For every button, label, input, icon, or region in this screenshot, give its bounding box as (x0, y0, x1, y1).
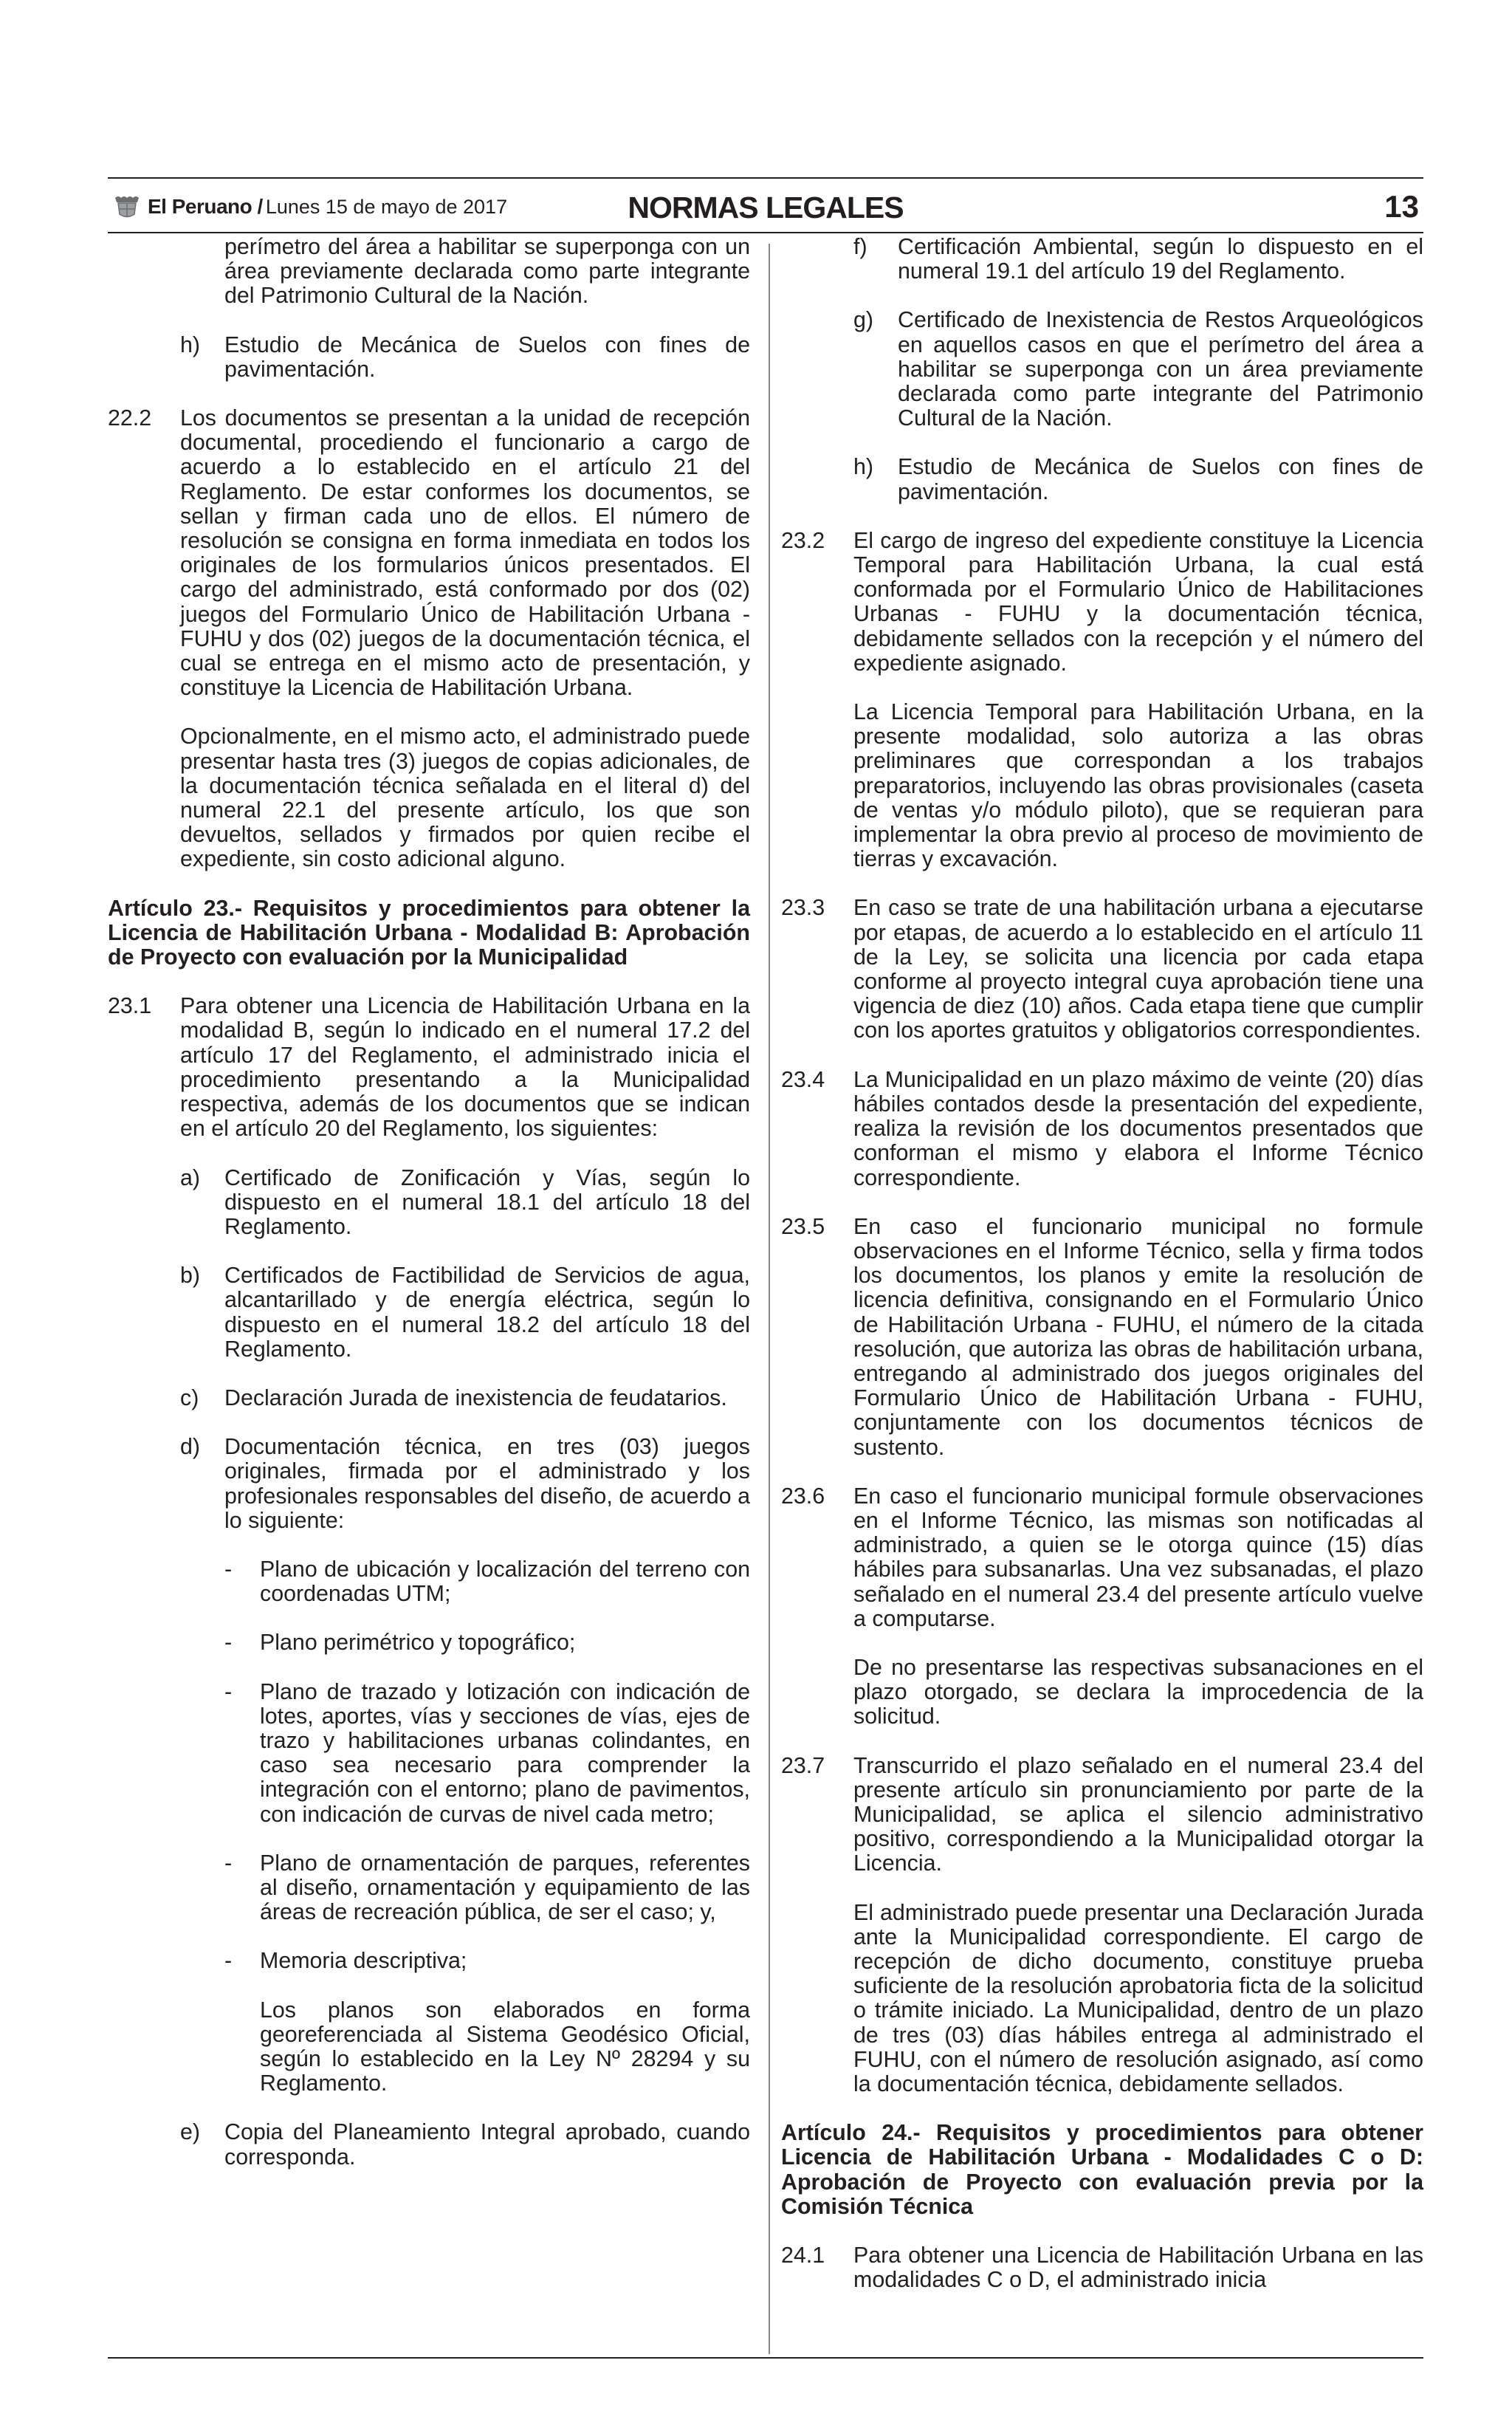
paragraph-number: 23.5 (781, 1213, 825, 1239)
paragraph-23-7 (781, 1754, 1423, 1876)
paragraph-number: 23.1 (108, 993, 152, 1019)
item-text: Documentación técnica, en tres (03) juegos originales, firmada por el administrado y los profesionales responsables del diseño, de acuerdo a lo siguiente: (224, 1434, 750, 1533)
section-title: NORMAS LEGALES (628, 191, 904, 224)
left-column (108, 235, 750, 2170)
paragraph-text: En caso se trate de una habilitación urbana a ejecutarse por etapas, de acuerdo a lo establecido en el artículo 11 de la Ley, se solicita una licencia por cada etapa conforme al proyecto integral cuya aprobación tiene una vigencia de diez (10) años. Cada etapa tiene que cumplir con los aportes gratuitos y obligatorios correspondientes. (853, 895, 1423, 1043)
paragraph-number: 23.7 (781, 1752, 825, 1778)
paragraph-23-3 (781, 896, 1423, 1043)
dash-marker: - (224, 1630, 233, 1656)
item-h (108, 333, 750, 382)
subitem-text: Plano de trazado y lotización con indicación de lotes, aportes, vías y secciones de vías, ejes de trazo y habilitaciones urbanas colindantes, en caso sea necesario para comprender la integración con el entorno; plano de pavimentos, con indicación de curvas de nivel cada metro; (260, 1678, 750, 1827)
paragraph-number: 23.3 (781, 895, 825, 921)
item-text: Declaración Jurada de inexistencia de feudatarios. (224, 1385, 727, 1410)
header-top-rule (108, 177, 1423, 179)
item-label: a) (180, 1165, 201, 1190)
right-column (781, 235, 1423, 2292)
newspaper-name: El Peruano / (148, 195, 263, 218)
paragraph-23-2-extra: La Licencia Temporal para Habilitación Urbana, en la presente modalidad, solo autoriza a las obras preliminares que correspondan a los trabajos preparatorios, incluyendo las obras provisionales (caseta de ventas y/o módulo piloto), que se requieran para implementar la obra previo al proceso de movimiento de tierras y excavación. (853, 699, 1423, 872)
subitem-text: Memoria descriptiva; (260, 1948, 467, 1974)
paragraph-text: Transcurrido el plazo señalado en el numeral 23.4 del presente artículo sin pronunciamiento por parte de la Municipalidad, se aplica el silencio administrativo positivo, correspondiendo a la Municipalidad otorgar la Licencia. (853, 1752, 1423, 1876)
item-text: Estudio de Mecánica de Suelos con fines de pavimentación. (898, 454, 1423, 504)
item-e (108, 2120, 750, 2169)
item-f (781, 235, 1423, 284)
paragraph-text: Para obtener una Licencia de Habilitación Urbana en la modalidad B, según lo indicado en el numeral 17.2 del artículo 17 del Reglamento, el administrado inicia el procedimiento presentando a la Municipalidad respectiva, además de los documentos que se indican en el artículo 20 del Reglamento, los siguientes: (180, 993, 750, 1142)
article-24-heading: Artículo 24.- Requisitos y procedimientos para obtener Licencia de Habilitación Urbana - Modalidades C o D: Aprobación de Proyecto con evaluación previa por la Comisión Técnica (781, 2120, 1423, 2219)
paragraph-number: 23.2 (781, 527, 825, 553)
item-label: g) (853, 307, 874, 333)
subitem-d5 (108, 1949, 750, 1973)
item-d (108, 1435, 750, 1533)
dash-marker: - (224, 1678, 233, 1704)
item-b (108, 1263, 750, 1362)
paragraph-text: La Municipalidad en un plazo máximo de veinte (20) días hábiles contados desde la presentación del expediente, realiza la revisión de los documentos presentados que conforman el mismo y elabora el Informe Técnico correspondiente. (853, 1066, 1423, 1190)
paragraph-text: El cargo de ingreso del expediente constituye la Licencia Temporal para Habilitación Urbana, la cual está conformada por el Formulario Único de Habilitaciones Urbanas - FUHU y la documentación técnica, debidamente sellados con la recepción y el número del expediente asignado. (853, 527, 1423, 676)
item-text: Copia del Planeamiento Integral aprobado, cuando corresponda. (224, 2119, 750, 2170)
item-text: Certificado de Zonificación y Vías, según lo dispuesto en el numeral 18.1 del artículo 18 del Reglamento. (224, 1165, 750, 1239)
paragraph-23-6 (781, 1484, 1423, 1631)
item-text: Certificados de Factibilidad de Servicios de agua, alcantarillado y de energía eléctrica, según lo dispuesto en el numeral 18.2 del artículo 18 del Reglamento. (224, 1263, 750, 1362)
dash-marker: - (224, 1556, 233, 1582)
item-c (108, 1386, 750, 1410)
paragraph-text: Los documentos se presentan a la unidad de recepción documental, procediendo el funcionario a cargo de acuerdo a lo establecido en el artículo 21 del Reglamento. De estar conformes los documentos, se sellan y firman cada uno de ellos. El número de resolución se consigna en forma inmediata en todos los originales de los formularios únicos presentados. El cargo del administrado, está conformado por dos (02) juegos del Formulario Único de Habilitación Urbana - FUHU y dos (02) juegos de la documentación técnica, el cual se entrega en el mismo acto de presentación, y constituye la Licencia de Habilitación Urbana. (180, 405, 750, 701)
item-label: h) (853, 454, 874, 480)
subitem-d1 (108, 1557, 750, 1606)
plans-note: Los planos son elaborados en forma georeferenciada al Sistema Geodésico Oficial, según lo establecido en la Ley Nº 28294 y su Reglamento. (260, 1997, 750, 2096)
paragraph-23-7-extra: El administrado puede presentar una Declaración Jurada ante la Municipalidad correspondiente. El cargo de recepción de dicho documento, constituye prueba suficiente de la resolución aprobatoria ficta de la solicitud o trámite iniciado. La Municipalidad, dentro de un plazo de tres (03) días hábiles entrega al administrado el FUHU, con el número de resolución asignado, así como la documentación técnica, debidamente sellados. (853, 1899, 1423, 2096)
item-label: h) (180, 332, 201, 357)
issue-date: Lunes 15 de mayo de 2017 (265, 195, 508, 218)
paragraph-text: En caso el funcionario municipal formule observaciones en el Informe Técnico, las mismas son notificadas al administrado, a quien se le otorga quince (15) días hábiles para subsanarlas. Una vez subsanadas, el plazo señalado en el numeral 23.4 del presente artículo vuelve a computarse. (853, 1483, 1423, 1631)
paragraph-23-6-extra: De no presentarse las respectivas subsanaciones en el plazo otorgado, se declara la improcedencia de la solicitud. (853, 1654, 1423, 1729)
paragraph-23-1 (108, 994, 750, 1141)
item-label: e) (180, 2119, 201, 2145)
item-label: c) (180, 1385, 199, 1410)
subitem-text: Plano perimétrico y topográfico; (260, 1630, 576, 1656)
subitem-text: Plano de ubicación y localización del terreno con coordenadas UTM; (260, 1556, 750, 1607)
item-text: Certificado de Inexistencia de Restos Arqueológicos en aquellos casos en que el perímetro del área a habilitar se superponga con un área previamente declarada como parte integrante del Patrimonio Cultural de la Nación. (898, 307, 1423, 431)
paragraph-23-5 (781, 1215, 1423, 1460)
subitem-d3 (108, 1680, 750, 1827)
item-a (108, 1166, 750, 1240)
footer-rule (108, 2357, 1423, 2359)
paragraph-number: 23.6 (781, 1483, 825, 1509)
paragraph-22-2 (108, 406, 750, 700)
paragraph-number: 23.4 (781, 1066, 825, 1092)
item-h (781, 455, 1423, 504)
paragraph-22-2-extra: Opcionalmente, en el mismo acto, el administrado puede presentar hasta tres (3) juegos de copias adicionales, de la documentación técnica señalada en el literal d) del numeral 22.1 del presente artículo, los que son devueltos, sellados y firmados por quien recibe el expediente, sin costo adicional alguno. (180, 724, 750, 872)
item-label: f) (853, 234, 867, 259)
item-g (781, 308, 1423, 431)
paragraph-text: Para obtener una Licencia de Habilitación Urbana en las modalidades C o D, el administrado inicia (853, 2243, 1423, 2293)
item-label: b) (180, 1263, 201, 1289)
paragraph-23-4 (781, 1068, 1423, 1190)
header-bottom-rule (108, 232, 1423, 233)
paragraph-24-1 (781, 2243, 1423, 2292)
column-divider (769, 244, 770, 2354)
paragraph-23-2 (781, 529, 1423, 676)
article-23-heading: Artículo 23.- Requisitos y procedimientos para obtener la Licencia de Habilitación Urbana - Modalidad B: Aprobación de Proyecto con evaluación por la Municipalidad (108, 895, 750, 970)
paragraph-number: 24.1 (781, 2243, 825, 2268)
paragraph-text: En caso el funcionario municipal no formule observaciones en el Informe Técnico, sella y firma todos los documentos, los planos y emite la resolución de licencia definitiva, consignando en el Formulario Único de Habilitación Urbana - FUHU, el número de la citada resolución, que autoriza las obras de habilitación urbana, entregando al administrado dos juegos originales del Formulario Único de Habilitación Urbana - FUHU, conjuntamente con los documentos técnicos de sustento. (853, 1213, 1423, 1460)
dash-marker: - (224, 1948, 233, 1974)
page-header (108, 177, 1423, 233)
item-label: d) (180, 1434, 201, 1460)
dash-marker: - (224, 1850, 233, 1876)
item-text: Certificación Ambiental, según lo dispuesto en el numeral 19.1 del artículo 19 del Reglamento. (898, 234, 1423, 284)
subitem-text: Plano de ornamentación de parques, referentes al diseño, ornamentación y equipamiento de las áreas de recreación pública, de ser el caso; y, (260, 1850, 750, 1925)
paragraph-number: 22.2 (108, 405, 152, 431)
subitem-d2 (108, 1630, 750, 1655)
item-text: Estudio de Mecánica de Suelos con fines de pavimentación. (224, 332, 750, 382)
item-g-continuation: perímetro del área a habilitar se superponga con un área previamente declarada como parte integrante del Patrimonio Cultural de la Nación. (224, 234, 750, 309)
page-number: 13 (1384, 189, 1419, 224)
subitem-d4 (108, 1851, 750, 1925)
